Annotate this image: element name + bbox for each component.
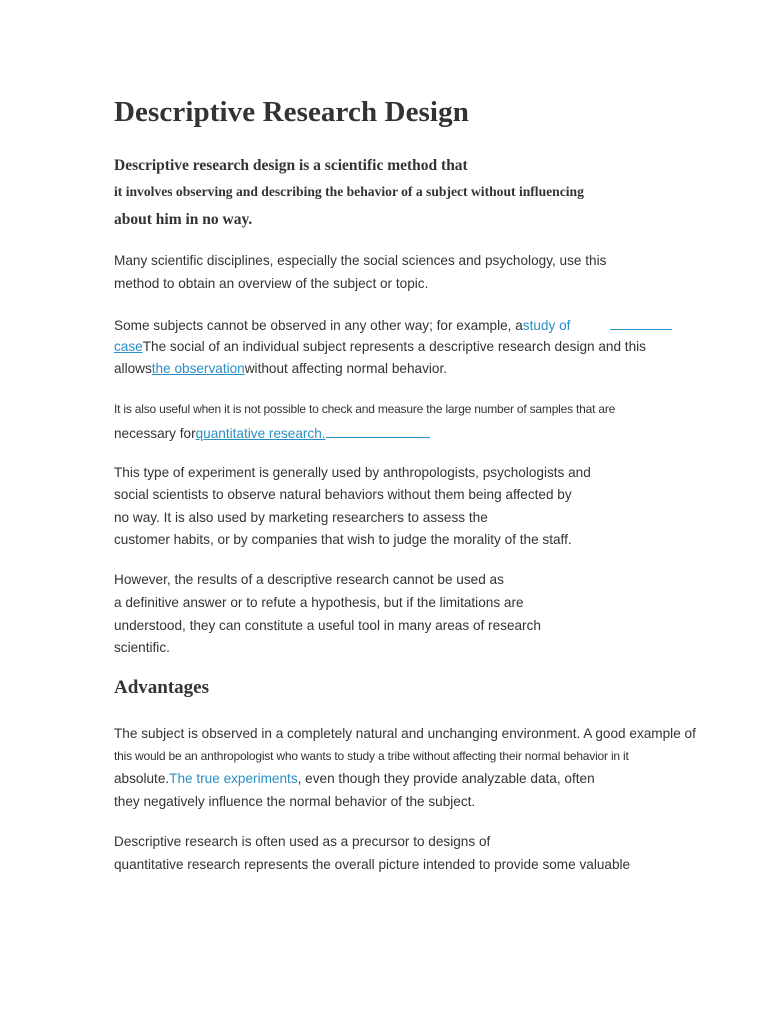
paragraph-3-line-1: It is also useful when it is not possible to check and measure the large number of samples that are bbox=[114, 402, 616, 416]
paragraph-5-line-3: understood, they can constitute a useful tool in many areas of research bbox=[114, 618, 541, 633]
paragraph-2-line-1 bbox=[114, 316, 672, 333]
advantages-paragraph-1-line-4: they negatively influence the normal behavior of the subject. bbox=[114, 794, 476, 809]
link-underline bbox=[326, 424, 430, 438]
case-study-link[interactable]: study of bbox=[522, 318, 571, 333]
paragraph-3-text: necessary for bbox=[114, 426, 196, 441]
paragraph-2-text: Some subjects cannot be observed in any other way; for example, a bbox=[114, 318, 523, 333]
advantages-paragraph-1-line-3 bbox=[114, 771, 595, 786]
paragraph-2-text: without affecting normal behavior. bbox=[244, 361, 448, 376]
advantages-paragraph-2-line-1: Descriptive research is often used as a precursor to designs of bbox=[114, 834, 491, 849]
page-title: Descriptive Research Design bbox=[114, 96, 469, 128]
paragraph-2-line-3 bbox=[114, 361, 447, 376]
paragraph-3-line-2 bbox=[114, 424, 430, 441]
advantages-heading: Advantages bbox=[114, 677, 210, 698]
advantages-paragraph-1-line-1: The subject is observed in a completely natural and unchanging environment. A good example of bbox=[114, 726, 696, 741]
true-experiments-link[interactable]: The true experiments bbox=[169, 771, 298, 786]
paragraph-2-text: allows bbox=[114, 361, 152, 376]
paragraph-4-line-4: customer habits, or by companies that wish to judge the morality of the staff. bbox=[114, 532, 572, 547]
paragraph-4-line-2: social scientists to observe natural behaviors without them being affected by bbox=[114, 487, 572, 502]
paragraph-4-line-1: This type of experiment is generally used by anthropologists, psychologists and bbox=[114, 465, 591, 480]
paragraph-5-line-2: a definitive answer or to refute a hypothesis, but if the limitations are bbox=[114, 595, 524, 610]
lead-line-2: it involves observing and describing the behavior of a subject without influencing bbox=[114, 184, 584, 199]
lead-line-3: about him in no way. bbox=[114, 211, 253, 228]
paragraph-2-line-2 bbox=[114, 339, 646, 354]
link-underline bbox=[610, 316, 672, 330]
observation-link[interactable]: the observation bbox=[151, 361, 245, 376]
case-link[interactable]: case bbox=[114, 339, 143, 354]
lead-line-1: Descriptive research design is a scientific method that bbox=[114, 157, 468, 174]
advantages-text: absolute. bbox=[114, 771, 170, 786]
advantages-paragraph-2-line-2: quantitative research represents the overall picture intended to provide some valuable bbox=[114, 857, 631, 872]
advantages-text: , even though they provide analyzable data, often bbox=[297, 771, 595, 786]
paragraph-5-line-4: scientific. bbox=[114, 640, 170, 655]
paragraph-1-line-1: Many scientific disciplines, especially the social sciences and psychology, use this bbox=[114, 253, 607, 268]
paragraph-4-line-3: no way. It is also used by marketing researchers to assess the bbox=[114, 510, 488, 525]
paragraph-1-line-2: method to obtain an overview of the subject or topic. bbox=[114, 276, 429, 291]
paragraph-5-line-1: However, the results of a descriptive research cannot be used as bbox=[114, 572, 504, 587]
advantages-paragraph-1-line-2: this would be an anthropologist who wants to study a tribe without affecting their normal behavior in it bbox=[114, 749, 629, 763]
quantitative-research-link[interactable]: quantitative research. bbox=[195, 426, 326, 441]
paragraph-2-text: The social of an individual subject represents a descriptive research design and this bbox=[142, 339, 646, 354]
